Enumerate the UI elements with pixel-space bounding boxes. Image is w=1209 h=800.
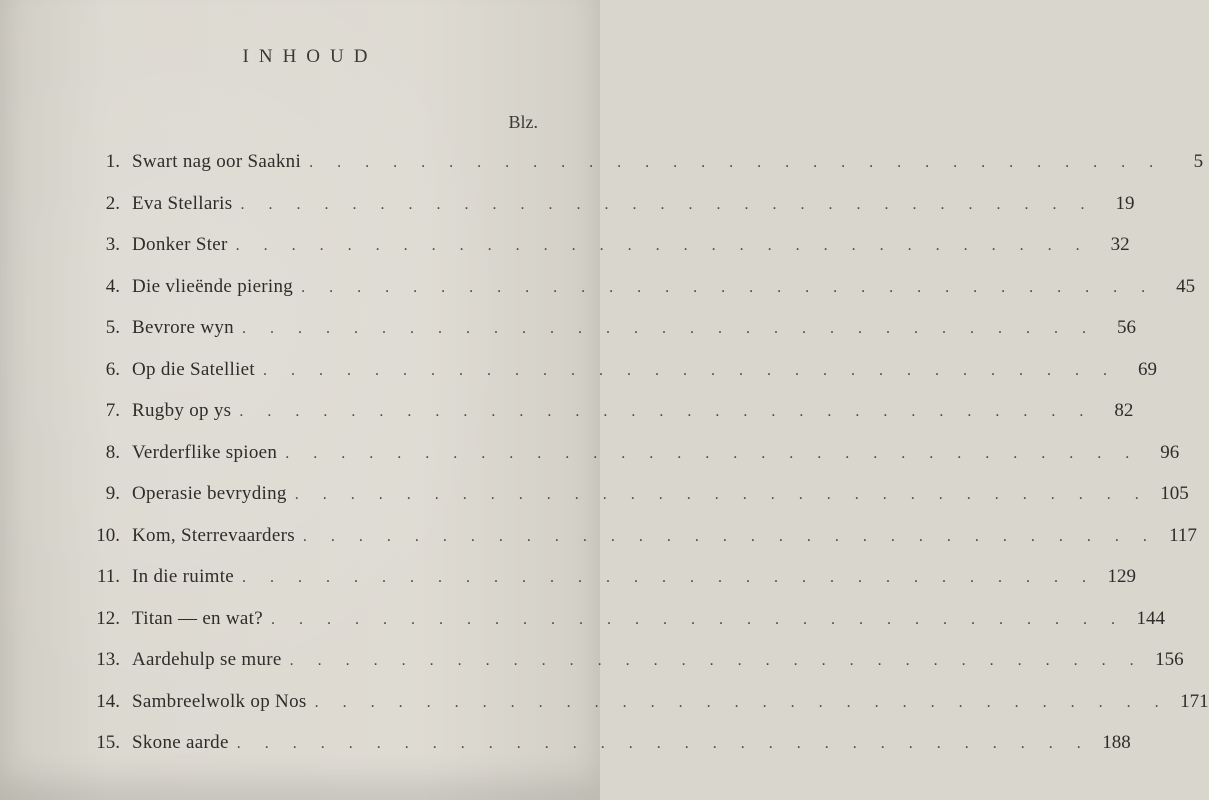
dot-leader: . . . . . . . . . . . . . . . . . . . . . . . . . . . . . . . <box>289 652 1144 669</box>
toc-entry-title: Die vlieënde piering <box>132 275 294 297</box>
toc-entry-number: 1. <box>105 151 120 172</box>
dot-leader: . . . . . . . . . . . . . . . . . . . . . . . . . . . . . . . <box>309 154 1164 171</box>
toc-entry-number: 15. <box>96 732 120 753</box>
toc-entry-title: Op die Satelliet <box>132 358 255 380</box>
toc-entry-number: 14. <box>96 690 120 712</box>
toc-entry-14 <box>80 686 1209 728</box>
toc-entry-page: 105 <box>1160 483 1189 504</box>
toc-entry-page: 117 <box>1169 524 1197 546</box>
dot-leader: . . . . . . . . . . . . . . . . . . . . . . . . . . . . . . . <box>263 361 1117 379</box>
toc-entry-page: 45 <box>1176 275 1196 297</box>
toc-entry-number: 11. <box>96 566 120 587</box>
dot-leader: . . . . . . . . . . . . . . . . . . . . . . . . . . . . . . . <box>242 569 1097 586</box>
toc-entry-11 <box>80 561 1137 603</box>
toc-entry-number: 12. <box>96 607 120 629</box>
toc-entry-number: 7. <box>105 400 120 421</box>
toc-entry-title: In die ruimte <box>132 566 235 587</box>
toc-entry-title: Kom, Sterrevaarders <box>132 524 295 546</box>
dot-leader: . . . . . . . . . . . . . . . . . . . . . . . . . . . . . . . <box>270 610 1125 628</box>
toc-entry-title: Titan — en wat? <box>132 607 263 629</box>
toc-entry-5 <box>80 312 1136 354</box>
toc-entry-number: 5. <box>105 317 120 338</box>
toc-entry-page: 96 <box>1160 441 1180 463</box>
dot-leader: . . . . . . . . . . . . . . . . . . . . . . . . . . . . . . . <box>236 735 1091 752</box>
page-column-header: Blz. <box>508 112 538 132</box>
toc-entry-8 <box>80 437 1180 479</box>
toc-entry-title: Donker Ster <box>132 234 228 255</box>
toc-entry-page: 82 <box>1114 400 1134 421</box>
dot-leader: . . . . . . . . . . . . . . . . . . . . . . . . . . . . . . . <box>285 444 1140 462</box>
toc-entry-3 <box>80 229 1130 271</box>
toc-entry-number: 2. <box>105 192 120 214</box>
toc-entry-title: Bevrore wyn <box>132 317 234 338</box>
toc-entry-title: Skone aarde <box>132 732 229 753</box>
dot-leader: . . . . . . . . . . . . . . . . . . . . . . . . . . . . . . . <box>235 237 1090 254</box>
toc-entry-10 <box>80 520 1197 562</box>
toc-entry-6 <box>80 354 1157 396</box>
toc-entry-title: Sambreelwolk op Nos <box>132 690 307 712</box>
toc-entry-number: 13. <box>96 649 120 670</box>
toc-entry-title: Rugby op ys <box>132 400 232 421</box>
toc-entry-page: 188 <box>1102 732 1131 753</box>
toc-entry-page: 5 <box>1193 151 1204 172</box>
table-of-contents <box>80 146 1209 769</box>
toc-entry-number: 8. <box>105 441 120 463</box>
dot-leader: . . . . . . . . . . . . . . . . . . . . . . . . . . . . . . . <box>294 486 1149 503</box>
toc-entry-title: Swart nag oor Saakni <box>132 151 302 172</box>
dot-leader: . . . . . . . . . . . . . . . . . . . . . . . . . . . . . . . <box>241 320 1096 337</box>
toc-entry-2 <box>80 188 1135 230</box>
toc-entry-9 <box>80 478 1189 520</box>
toc-entry-page: 19 <box>1115 192 1135 214</box>
toc-entry-number: 9. <box>105 483 120 504</box>
toc-entry-number: 6. <box>105 358 120 380</box>
toc-entry-title: Aardehulp se mure <box>132 649 282 670</box>
toc-entry-page: 156 <box>1155 649 1184 670</box>
toc-entry-page: 56 <box>1116 317 1136 338</box>
toc-entry-page: 129 <box>1107 566 1137 587</box>
dot-leader: . . . . . . . . . . . . . . . . . . . . . . . . . . . . . . . <box>314 693 1169 711</box>
toc-entry-title: Operasie bevryding <box>132 483 287 504</box>
toc-entry-13 <box>80 644 1184 686</box>
dot-leader: . . . . . . . . . . . . . . . . . . . . . . . . . . . . . . . <box>301 278 1156 296</box>
toc-entry-7 <box>80 395 1134 437</box>
toc-entry-15 <box>80 727 1131 769</box>
toc-entry-4 <box>80 271 1196 313</box>
dot-leader: . . . . . . . . . . . . . . . . . . . . . . . . . . . . . . . <box>302 527 1157 545</box>
toc-entry-number: 10. <box>96 524 120 546</box>
toc-entry-title: Eva Stellaris <box>132 192 233 214</box>
toc-entry-page: 144 <box>1136 607 1165 629</box>
dot-leader: . . . . . . . . . . . . . . . . . . . . . . . . . . . . . . . <box>239 403 1094 420</box>
toc-entry-number: 3. <box>105 234 120 255</box>
toc-entry-page: 171 <box>1180 690 1209 712</box>
toc-entry-page: 32 <box>1110 234 1130 255</box>
toc-entry-page: 69 <box>1138 358 1157 380</box>
toc-entry-number: 4. <box>105 275 120 297</box>
toc-entry-12 <box>80 603 1165 645</box>
dot-leader: . . . . . . . . . . . . . . . . . . . . . . . . . . . . . . . <box>240 195 1095 213</box>
page-title: INHOUD <box>242 46 378 67</box>
toc-entry-title: Verderflike spioen <box>132 441 278 463</box>
toc-entry-1 <box>80 146 1204 188</box>
